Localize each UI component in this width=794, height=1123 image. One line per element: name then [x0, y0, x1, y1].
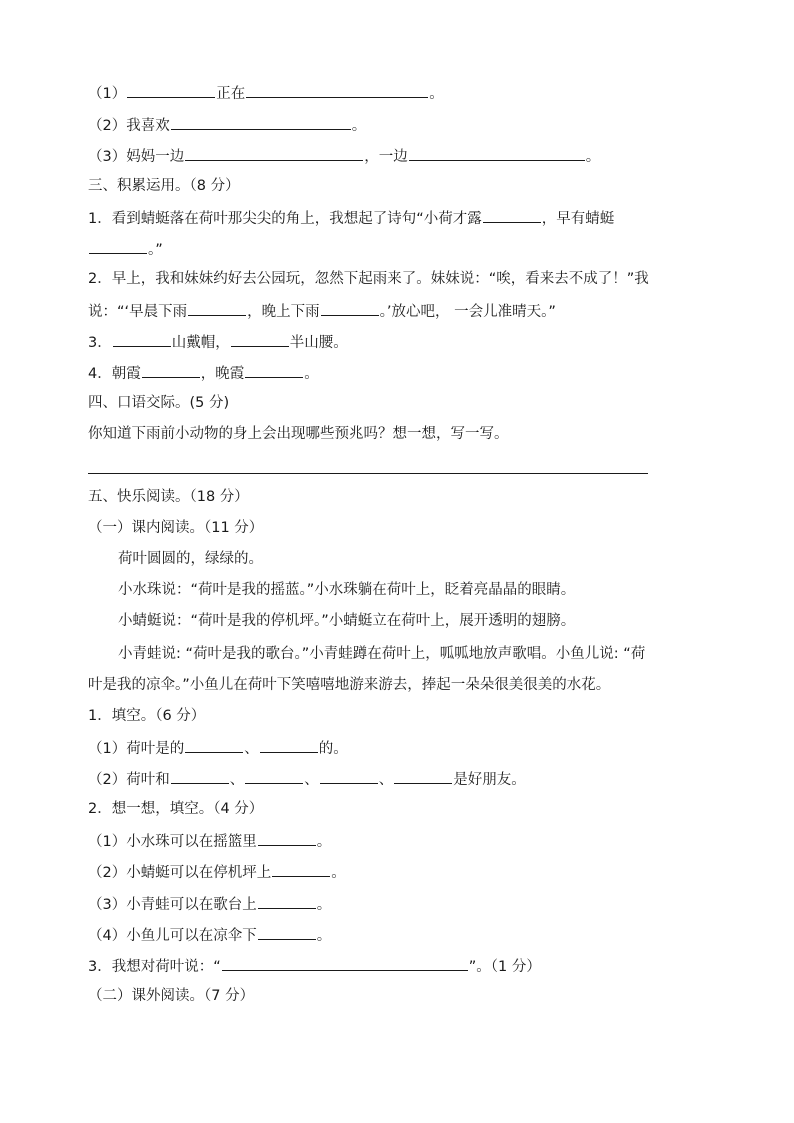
answer-blank[interactable] [272, 861, 330, 877]
answer-blank[interactable] [246, 82, 428, 98]
question-text: （1）小水珠可以在摇篮里 。 [88, 830, 331, 850]
passage-paragraph: 小水珠说：“荷叶是我的摇蓝。”小水珠躺在荷叶上，眨着亮晶晶的眼睛。 [118, 582, 576, 598]
section-heading: 三、积累运用。（8 分） [88, 178, 240, 194]
question-text: 4．朝霞 ，晚霞 。 [88, 362, 319, 382]
answer-blank[interactable] [185, 145, 363, 161]
passage-paragraph: 荷叶圆圆的，绿绿的。 [118, 551, 263, 567]
question-text: （2）荷叶和 、 、 、 是好朋友。 [88, 768, 526, 788]
answer-blank[interactable] [321, 300, 379, 316]
answer-blank[interactable] [113, 331, 171, 347]
answer-blank[interactable] [260, 737, 318, 753]
section-heading: 四、口语交际。(5 分) [88, 395, 230, 411]
question-text: （3）小青蛙可以在歌台上 。 [88, 893, 331, 913]
answer-blank[interactable] [258, 893, 316, 909]
subsection-heading: （二）课外阅读。（7 分） [88, 988, 255, 1004]
answer-blank[interactable] [245, 768, 303, 784]
answer-blank[interactable] [185, 737, 243, 753]
sentence-1: （1） 正在 。 [88, 82, 444, 102]
section-heading: 五、快乐阅读。（18 分） [88, 489, 249, 505]
answer-blank[interactable] [409, 145, 585, 161]
question-text: 2．早上，我和妹妹约好去公园玩，忽然下起雨来了。妹妹说：“唉，看来去不成了！”我 [88, 271, 649, 287]
answer-blank[interactable] [171, 768, 229, 784]
passage-paragraph: 叶是我的凉伞。”小鱼儿在荷叶下笑嘻嘻地游来游去，捧起一朵朵很美很美的水花。 [88, 677, 611, 693]
question-text: 3． 山戴帽， 半山腰。 [88, 331, 348, 351]
question-text: 1．看到蜻蜓落在荷叶那尖尖的角上，我想起了诗句“小荷才露 ，早有蜻蜓 [88, 207, 614, 227]
question-text: 。” [88, 238, 163, 258]
question-heading: 2．想一想，填空。（4 分） [88, 801, 264, 817]
sentence-2: （2）我喜欢 。 [88, 114, 366, 134]
passage-paragraph: 小蜻蜓说：“荷叶是我的停机坪。”小蜻蜓立在荷叶上，展开透明的翅膀。 [118, 613, 576, 629]
answer-blank[interactable] [483, 207, 541, 223]
answer-blank[interactable] [245, 362, 303, 378]
question-heading: 1．填空。（6 分） [88, 708, 206, 724]
question-text: 说：“‘早晨下雨 ，晚上下雨 。’放心吧， 一会儿准晴天。” [88, 300, 556, 320]
answer-blank[interactable] [231, 331, 289, 347]
answer-blank[interactable] [258, 830, 316, 846]
question-text: 你知道下雨前小动物的身上会出现哪些预兆吗？想一想，写一写。 [88, 426, 509, 442]
question-text: 3．我想对荷叶说：“ ”。（1 分） [88, 955, 541, 975]
subsection-heading: （一）课内阅读。（11 分） [88, 520, 264, 536]
question-text: （2）小蜻蜓可以在停机坪上 。 [88, 861, 346, 881]
answer-blank[interactable] [171, 114, 351, 130]
answer-blank[interactable] [258, 924, 316, 940]
answer-blank[interactable] [222, 955, 468, 971]
answer-blank[interactable] [127, 82, 215, 98]
answer-blank[interactable] [394, 768, 452, 784]
answer-blank[interactable] [188, 300, 246, 316]
answer-line[interactable] [88, 473, 648, 474]
answer-blank[interactable] [89, 238, 147, 254]
answer-blank[interactable] [320, 768, 378, 784]
question-text: （1）荷叶是的 、 的。 [88, 737, 348, 757]
passage-paragraph: 小青蛙说: “荷叶是我的歌台。”小青蛙蹲在荷叶上，呱呱地放声歌唱。小鱼儿说: “荷 [118, 646, 646, 662]
answer-blank[interactable] [142, 362, 200, 378]
sentence-3: （3）妈妈一边 ，一边 。 [88, 145, 600, 165]
question-text: （4）小鱼儿可以在凉伞下 。 [88, 924, 331, 944]
